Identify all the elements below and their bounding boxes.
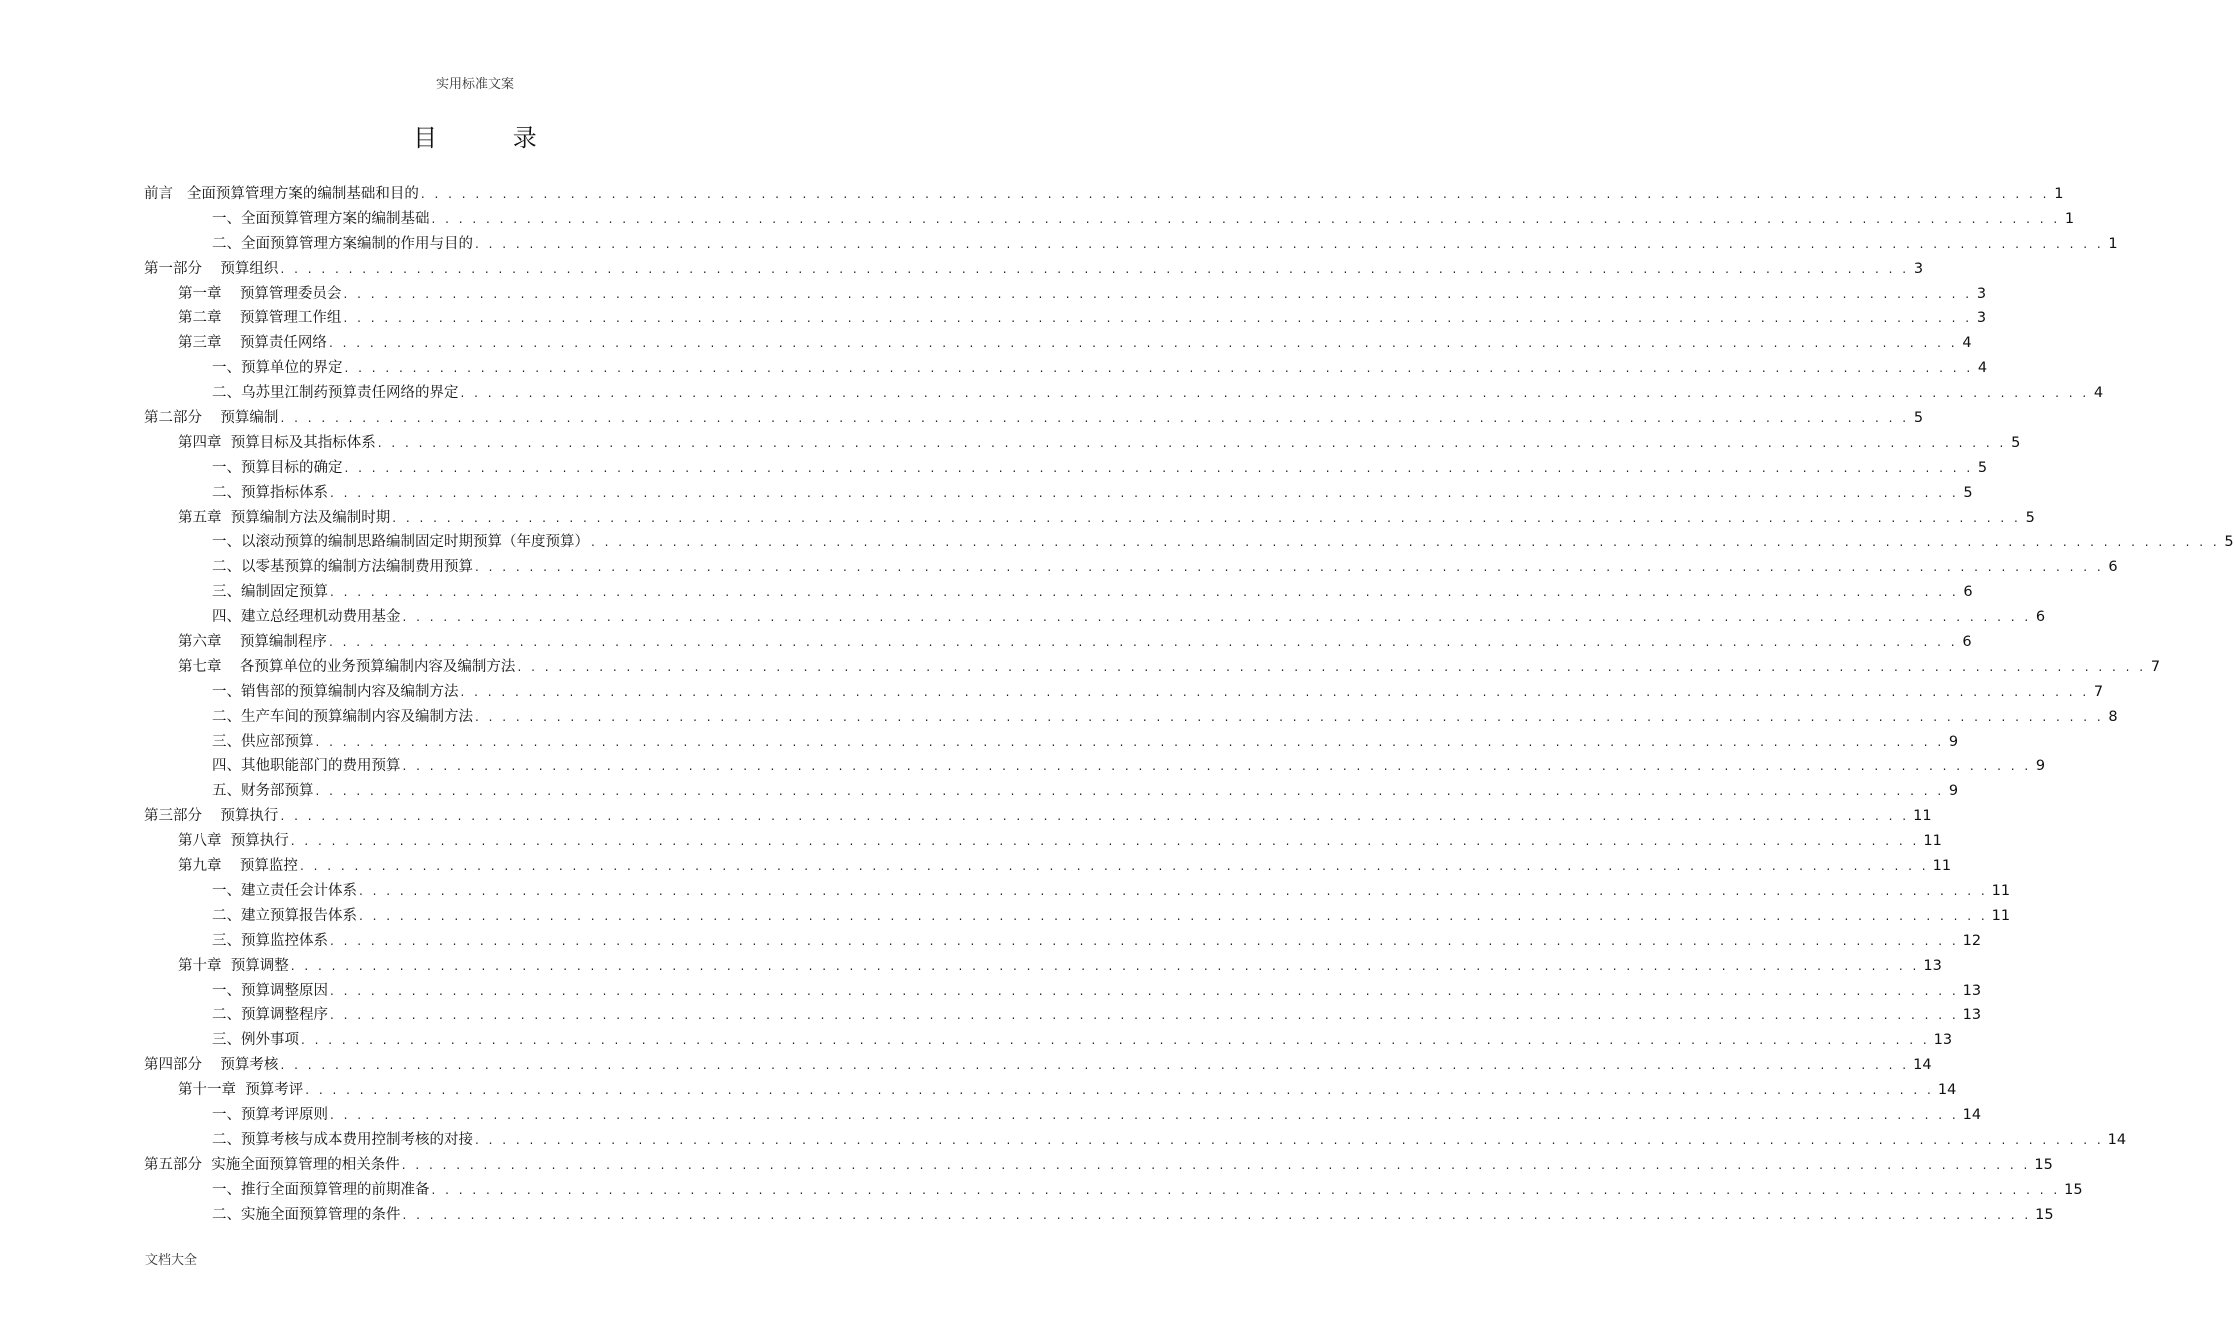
toc-dot-leader: . . . . . . . . . . . . . . . . . . . . . . . . . . . . . . . . . . . . . . . . . . . . . . . . . . . . . . . . . . . . . . . . . . . . . . . . . . . . . . . . . . . . . . . . . . . . . . . . . . . . . . . . . . . . . . . . . . . . . . . . (343, 286, 1973, 301)
toc-dot-leader: . . . . . . . . . . . . . . . . . . . . . . . . . . . . . . . . . . . . . . . . . . . . . . . . . . . . . . . . . . . . . . . . . . . . . . . . . . . . . . . . . . . . . . . . . . . . . . . . . . . . . . . . . . . . . . . . . . . . . . . . (301, 1033, 1930, 1048)
toc-entry[interactable] (0, 1078, 1957, 1103)
toc-entry-page-number: 6 (2108, 559, 2118, 576)
toc-dot-leader: . . . . . . . . . . . . . . . . . . . . . . . . . . . . . . . . . . . . . . . . . . . . . . . . . . . . . . . . . . . . . . . . . . . . . . . . . . . . . . . . . . . . . . . . . . . . . . . . . . . . . . . . . . . . . . . . . . . . . . . . (591, 535, 2220, 550)
toc-entry[interactable] (0, 381, 2104, 406)
toc-entry[interactable] (0, 904, 2011, 929)
toc-entry-label: 二、全面预算管理方案编制的作用与目的 (212, 235, 473, 252)
toc-entry[interactable] (0, 1003, 1982, 1028)
toc-entry[interactable] (0, 1128, 2127, 1153)
toc-entry-page-number: 11 (1932, 858, 1952, 875)
toc-entry[interactable] (0, 530, 2234, 555)
toc-entry-page-number: 5 (2011, 434, 2021, 451)
toc-entry-label: 二、预算考核与成本费用控制考核的对接 (212, 1131, 473, 1148)
toc-entry-label: 二、预算调整程序 (212, 1007, 328, 1024)
toc-entry-label: 一、销售部的预算编制内容及编制方法 (212, 683, 459, 700)
toc-dot-leader: . . . . . . . . . . . . . . . . . . . . . . . . . . . . . . . . . . . . . . . . . . . . . . . . . . . . . . . . . . . . . . . . . . . . . . . . . . . . . . . . . . . . . . . . . . . . . . . . . . . . . . . . . . . . . . . . . . . . . . . . (290, 958, 1920, 973)
toc-entry-page-number: 3 (1976, 310, 1987, 327)
toc-dot-leader: . . . . . . . . . . . . . . . . . . . . . . . . . . . . . . . . . . . . . . . . . . . . . . . . . . . . . . . . . . . . . . . . . . . . . . . . . . . . . . . . . . . . . . . . . . . . . . . . . . . . . . . . . . . . . . . . . . . . . . . . (344, 460, 1974, 475)
toc-entry[interactable] (0, 979, 1982, 1004)
toc-entry-page-number: 15 (2035, 1206, 2054, 1223)
toc-entry-page-number: 12 (1962, 932, 1982, 949)
toc-entry[interactable] (0, 1053, 1932, 1078)
toc-entry-label: 一、推行全面预算管理的前期准备 (212, 1181, 430, 1198)
toc-dot-leader: . . . . . . . . . . . . . . . . . . . . . . . . . . . . . . . . . . . . . . . . . . . . . . . . . . . . . . . . . . . . . . . . . . . . . . . . . . . . . . . . . . . . . . . . . . . . . . . . . . . . . . . . . . . . . . . . . . . . . . . . (401, 1157, 2031, 1172)
toc-entry-label: 第二部分 预算编制 (144, 410, 279, 427)
toc-entry-label: 二、生产车间的预算编制内容及编制方法 (212, 708, 473, 725)
toc-entry-label: 第七章 各预算单位的业务预算编制内容及编制方法 (178, 658, 516, 675)
running-header: 实用标准文案 (435, 77, 514, 92)
toc-entry-label: 二、预算指标体系 (212, 484, 328, 501)
toc-dot-leader: . . . . . . . . . . . . . . . . . . . . . . . . . . . . . . . . . . . . . . . . . . . . . . . . . . . . . . . . . . . . . . . . . . . . . . . . . . . . . . . . . . . . . . . . . . . . . . . . . . . . . . . . . . . . . . . . . . . . . . . . (402, 1207, 2032, 1222)
toc-entry-label: 一、预算单位的界定 (212, 360, 343, 377)
toc-entry-label: 第十章 预算调整 (178, 957, 289, 974)
toc-dot-leader: . . . . . . . . . . . . . . . . . . . . . . . . . . . . . . . . . . . . . . . . . . . . . . . . . . . . . . . . . . . . . . . . . . . . . . . . . . . . . . . . . . . . . . . . . . . . . . . . . . . . . . . . . . . . . . . . . . . . . . . . (377, 435, 2007, 450)
toc-entry-label: 二、建立预算报告体系 (212, 907, 357, 924)
toc-dot-leader: . . . . . . . . . . . . . . . . . . . . . . . . . . . . . . . . . . . . . . . . . . . . . . . . . . . . . . . . . . . . . . . . . . . . . . . . . . . . . . . . . . . . . . . . . . . . . . . . . . . . . . . . . . . . . . . . . . . . . . . . (402, 610, 2032, 625)
toc-entry-page-number: 5 (1963, 484, 1973, 501)
toc-entry[interactable] (0, 804, 1932, 829)
toc-dot-leader: . . . . . . . . . . . . . . . . . . . . . . . . . . . . . . . . . . . . . . . . . . . . . . . . . . . . . . . . . . . . . . . . . . . . . . . . . . . . . . . . . . . . . . . . . . . . . . . . . . . . . . . . . . . . . . . . . . . . . . . . (359, 883, 1988, 898)
toc-dot-leader: . . . . . . . . . . . . . . . . . . . . . . . . . . . . . . . . . . . . . . . . . . . . . . . . . . . . . . . . . . . . . . . . . . . . . . . . . . . . . . . . . . . . . . . . . . . . . . . . . . . . . . . . . . . . . . . . . . . . . . . . (280, 261, 1910, 276)
toc-entry-label: 第一章 预算管理委员会 (178, 285, 342, 302)
toc-dot-leader: . . . . . . . . . . . . . . . . . . . . . . . . . . . . . . . . . . . . . . . . . . . . . . . . . . . . . . . . . . . . . . . . . . . . . . . . . . . . . . . . . . . . . . . . . . . . . . . . . . . . . . . . . . . . . . . . . . . . . . . . (330, 1107, 1959, 1122)
toc-entry-page-number: 1 (2054, 186, 2064, 202)
toc-dot-leader: . . . . . . . . . . . . . . . . . . . . . . . . . . . . . . . . . . . . . . . . . . . . . . . . . . . . . . . . . . . . . . . . . . . . . . . . . . . . . . . . . . . . . . . . . . . . . . . . . . . . . . . . . . . . . . . . . . . . . . . . (460, 386, 2090, 401)
toc-dot-leader: . . . . . . . . . . . . . . . . . . . . . . . . . . . . . . . . . . . . . . . . . . . . . . . . . . . . . . . . . . . . . . . . . . . . . . . . . . . . . . . . . . . . . . . . . . . . . . . . . . . . . . . . . . . . . . . . . . . . . . . . (460, 684, 2090, 699)
toc-entry-page-number: 7 (2150, 658, 2161, 675)
toc-entry-page-number: 3 (1976, 285, 1987, 302)
toc-entry-label: 第九章 预算监控 (178, 858, 298, 875)
toc-dot-leader: . . . . . . . . . . . . . . . . . . . . . . . . . . . . . . . . . . . . . . . . . . . . . . . . . . . . . . . . . . . . . . . . . . . . . . . . . . . . . . . . . . . . . . . . . . . . . . . . . . . . . . . . . . . . . . . . . . . . . . . . (330, 933, 1959, 948)
toc-entry[interactable] (0, 406, 1924, 431)
toc-dot-leader: . . . . . . . . . . . . . . . . . . . . . . . . . . . . . . . . . . . . . . . . . . . . . . . . . . . . . . . . . . . . . . . . . . . . . . . . . . . . . . . . . . . . . . . . . . . . . . . . . . . . . . . . . . . . . . . . . . . . . . . . (280, 809, 1910, 824)
toc-dot-leader: . . . . . . . . . . . . . . . . . . . . . . . . . . . . . . . . . . . . . . . . . . . . . . . . . . . . . . . . . . . . . . . . . . . . . . . . . . . . . . . . . . . . . . . . . . . . . . . . . . . . . . . . . . . . . . . . . . . . . . . . (343, 311, 1973, 326)
toc-entry-label: 四、建立总经理机动费用基金 (212, 609, 401, 626)
toc-dot-leader: . . . . . . . . . . . . . . . . . . . . . . . . . . . . . . . . . . . . . . . . . . . . . . . . . . . . . . . . . . . . . . . . . . . . . . . . . . . . . . . . . . . . . . . . . . . . . . . . . . . . . . . . . . . . . . . . . . . . . . . . (328, 635, 1958, 650)
toc-entry-page-number: 5 (2224, 534, 2234, 551)
toc-entry[interactable] (0, 555, 2118, 580)
toc-entry-page-number: 1 (2108, 235, 2118, 252)
toc-dot-leader: . . . . . . . . . . . . . . . . . . . . . . . . . . . . . . . . . . . . . . . . . . . . . . . . . . . . . . . . . . . . . . . . . . . . . . . . . . . . . . . . . . . . . . . . . . . . . . . . . . . . . . . . . . . . . . . . . . . . . . . . (330, 585, 1959, 600)
toc-entry-label: 一、预算目标的确定 (212, 459, 343, 476)
toc-dot-leader: . . . . . . . . . . . . . . . . . . . . . . . . . . . . . . . . . . . . . . . . . . . . . . . . . . . . . . . . . . . . . . . . . . . . . . . . . . . . . . . . . . . . . . . . . . . . . . . . . . . . . . . . . . . . . . . . . . . . . . . . (344, 361, 1974, 376)
toc-entry[interactable] (0, 356, 1988, 381)
toc-entry-page-number: 14 (2107, 1131, 2127, 1148)
toc-entry-page-number: 5 (1977, 459, 1988, 476)
toc-entry[interactable] (0, 1178, 2083, 1203)
page-title: 目 录 (413, 124, 571, 152)
toc-entry[interactable] (0, 680, 2104, 705)
toc-entry-label: 五、财务部预算 (212, 783, 314, 800)
toc-entry[interactable] (0, 1153, 2053, 1178)
toc-entry[interactable] (0, 929, 1982, 954)
toc-entry-page-number: 9 (2035, 758, 2046, 775)
toc-entry-page-number: 13 (1962, 982, 1982, 999)
toc-entry-label: 二、实施全面预算管理的条件 (212, 1206, 401, 1223)
toc-entry-label: 第五章 预算编制方法及编制时期 (178, 509, 391, 526)
toc-entry[interactable] (0, 630, 1972, 655)
toc-entry-page-number: 6 (1963, 584, 1973, 601)
toc-entry-page-number: 6 (1962, 634, 1972, 651)
toc-entry-page-number: 13 (1933, 1032, 1953, 1049)
toc-entry[interactable] (0, 754, 2046, 779)
toc-dot-leader: . . . . . . . . . . . . . . . . . . . . . . . . . . . . . . . . . . . . . . . . . . . . . . . . . . . . . . . . . . . . . . . . . . . . . . . . . . . . . . . . . . . . . . . . . . . . . . . . . . . . . . . . . . . . . . . . . . . . . . . . (330, 485, 1959, 500)
toc-entry-label: 一、建立责任会计体系 (212, 882, 357, 899)
toc-entry[interactable] (0, 306, 1987, 331)
toc-dot-leader: . . . . . . . . . . . . . . . . . . . . . . . . . . . . . . . . . . . . . . . . . . . . . . . . . . . . . . . . . . . . . . . . . . . . . . . . . . . . . . . . . . . . . . . . . . . . . . . . . . . . . . . . . . . . . . . . . . . . . . . . (330, 983, 1959, 998)
toc-dot-leader: . . . . . . . . . . . . . . . . . . . . . . . . . . . . . . . . . . . . . . . . . . . . . . . . . . . . . . . . . . . . . . . . . . . . . . . . . . . . . . . . . . . . . . . . . . . . . . . . . . . . . . . . . . . . . . . . . . . . . . . . (392, 510, 2021, 525)
toc-dot-leader: . . . . . . . . . . . . . . . . . . . . . . . . . . . . . . . . . . . . . . . . . . . . . . . . . . . . . . . . . . . . . . . . . . . . . . . . . . . . . . . . . . . . . . . . . . . . . . . . . . . . . . . . . . . . . . . . . . . . . . . . (475, 236, 2104, 251)
toc-entry[interactable] (0, 456, 1988, 481)
toc-entry[interactable] (0, 705, 2118, 730)
toc-entry-page-number: 11 (1923, 833, 1942, 850)
toc-entry-page-number: 11 (1913, 808, 1932, 825)
toc-entry-label: 第三部分 预算执行 (144, 808, 279, 825)
toc-entry[interactable] (0, 954, 1942, 979)
toc-entry-label: 第四章 预算目标及其指标体系 (178, 434, 376, 451)
toc-dot-leader: . . . . . . . . . . . . . . . . . . . . . . . . . . . . . . . . . . . . . . . . . . . . . . . . . . . . . . . . . . . . . . . . . . . . . . . . . . . . . . . . . . . . . . . . . . . . . . . . . . . . . . . . . . . . . . . . . . . . . . . . (359, 908, 1988, 923)
toc-entry-label: 第一部分 预算组织 (144, 260, 279, 277)
toc-entry-label: 第十一章 预算考评 (178, 1082, 304, 1099)
toc-entry-page-number: 13 (1923, 957, 1942, 974)
toc-entry-page-number: 15 (2064, 1181, 2083, 1198)
toc-entry-label: 二、以零基预算的编制方法编制费用预算 (212, 559, 473, 576)
toc-entry-label: 一、预算调整原因 (212, 982, 328, 999)
toc-entry[interactable] (0, 829, 1942, 854)
toc-dot-leader: . . . . . . . . . . . . . . . . . . . . . . . . . . . . . . . . . . . . . . . . . . . . . . . . . . . . . . . . . . . . . . . . . . . . . . . . . . . . . . . . . . . . . . . . . . . . . . . . . . . . . . . . . . . . . . . . . . . . . . . . (280, 411, 1910, 426)
toc-entry[interactable] (0, 1028, 1953, 1053)
toc-entry-label: 三、例外事项 (212, 1032, 299, 1049)
toc-entry-page-number: 11 (1991, 882, 2011, 899)
toc-dot-leader: . . . . . . . . . . . . . . . . . . . . . . . . . . . . . . . . . . . . . . . . . . . . . . . . . . . . . . . . . . . . . . . . . . . . . . . . . . . . . . . . . . . . . . . . . . . . . . . . . . . . . . . . . . . . . . . . . . . . . . . . (431, 211, 2061, 226)
toc-entry-page-number: 11 (1991, 907, 2011, 924)
toc-dot-leader: . . . . . . . . . . . . . . . . . . . . . . . . . . . . . . . . . . . . . . . . . . . . . . . . . . . . . . . . . . . . . . . . . . . . . . . . . . . . . . . . . . . . . . . . . . . . . . . . . . . . . . . . . . . . . . . . . . . . . . . . (305, 1083, 1934, 1098)
toc-dot-leader: . . . . . . . . . . . . . . . . . . . . . . . . . . . . . . . . . . . . . . . . . . . . . . . . . . . . . . . . . . . . . . . . . . . . . . . . . . . . . . . . . . . . . . . . . . . . . . . . . . . . . . . . . . . . . . . . . . . . . . . . (280, 1058, 1910, 1073)
toc-dot-leader: . . . . . . . . . . . . . . . . . . . . . . . . . . . . . . . . . . . . . . . . . . . . . . . . . . . . . . . . . . . . . . . . . . . . . . . . . . . . . . . . . . . . . . . . . . . . . . . . . . . . . . . . . . . . . . . . . . . . . . . . (330, 1008, 1959, 1023)
toc-entry-label: 四、其他职能部门的费用预算 (212, 758, 401, 775)
toc-entry-page-number: 3 (1913, 260, 1924, 277)
table-of-contents (0, 182, 2234, 1227)
toc-entry-label: 二、乌苏里江制药预算责任网络的界定 (212, 385, 459, 402)
toc-dot-leader: . . . . . . . . . . . . . . . . . . . . . . . . . . . . . . . . . . . . . . . . . . . . . . . . . . . . . . . . . . . . . . . . . . . . . . . . . . . . . . . . . . . . . . . . . . . . . . . . . . . . . . . . . . . . . . . . . . . . . . . . (420, 187, 2050, 201)
toc-dot-leader: . . . . . . . . . . . . . . . . . . . . . . . . . . . . . . . . . . . . . . . . . . . . . . . . . . . . . . . . . . . . . . . . . . . . . . . . . . . . . . . . . . . . . . . . . . . . . . . . . . . . . . . . . . . . . . . . . . . . . . . . (315, 784, 1945, 799)
toc-entry[interactable] (0, 1103, 1982, 1128)
toc-entry-page-number: 8 (2108, 708, 2118, 725)
toc-entry[interactable] (0, 207, 2075, 232)
toc-entry[interactable] (0, 605, 2046, 630)
toc-entry-label: 第二章 预算管理工作组 (178, 310, 342, 327)
toc-entry[interactable] (0, 730, 1959, 755)
toc-entry-page-number: 1 (2064, 210, 2075, 227)
toc-entry-label: 一、以滚动预算的编制思路编制固定时期预算（年度预算） (212, 534, 589, 551)
toc-entry-label: 第三章 预算责任网络 (178, 335, 327, 352)
toc-entry-page-number: 4 (1962, 335, 1972, 352)
toc-entry-label: 第六章 预算编制程序 (178, 634, 327, 651)
toc-entry[interactable] (0, 879, 2011, 904)
toc-entry-page-number: 14 (1937, 1082, 1957, 1099)
toc-dot-leader: . . . . . . . . . . . . . . . . . . . . . . . . . . . . . . . . . . . . . . . . . . . . . . . . . . . . . . . . . . . . . . . . . . . . . . . . . . . . . . . . . . . . . . . . . . . . . . . . . . . . . . . . . . . . . . . . . . . . . . . . (475, 709, 2104, 724)
toc-entry-label: 一、全面预算管理方案的编制基础 (212, 210, 430, 227)
toc-entry-page-number: 7 (2093, 683, 2104, 700)
toc-entry-label: 第五部分 实施全面预算管理的相关条件 (144, 1156, 400, 1173)
toc-entry[interactable] (0, 506, 2035, 531)
toc-entry[interactable] (0, 655, 2161, 680)
toc-entry[interactable] (0, 331, 1972, 356)
toc-dot-leader: . . . . . . . . . . . . . . . . . . . . . . . . . . . . . . . . . . . . . . . . . . . . . . . . . . . . . . . . . . . . . . . . . . . . . . . . . . . . . . . . . . . . . . . . . . . . . . . . . . . . . . . . . . . . . . . . . . . . . . . . (431, 1182, 2061, 1197)
toc-entry-label: 前言 全面预算管理方案的编制基础和目的 (144, 186, 419, 202)
toc-entry[interactable] (0, 182, 2064, 207)
toc-entry[interactable] (0, 580, 1973, 605)
toc-dot-leader: . . . . . . . . . . . . . . . . . . . . . . . . . . . . . . . . . . . . . . . . . . . . . . . . . . . . . . . . . . . . . . . . . . . . . . . . . . . . . . . . . . . . . . . . . . . . . . . . . . . . . . . . . . . . . . . . . . . . . . . . (299, 859, 1929, 874)
toc-entry-label: 三、供应部预算 (212, 733, 314, 750)
toc-entry-page-number: 9 (1948, 733, 1959, 750)
toc-dot-leader: . . . . . . . . . . . . . . . . . . . . . . . . . . . . . . . . . . . . . . . . . . . . . . . . . . . . . . . . . . . . . . . . . . . . . . . . . . . . . . . . . . . . . . . . . . . . . . . . . . . . . . . . . . . . . . . . . . . . . . . . (290, 834, 1920, 849)
toc-entry-page-number: 9 (1948, 783, 1959, 800)
toc-entry[interactable] (0, 282, 1987, 307)
toc-entry-label: 一、预算考评原则 (212, 1106, 328, 1123)
toc-entry-page-number: 14 (1962, 1106, 1982, 1123)
toc-entry[interactable] (0, 232, 2118, 257)
toc-entry-page-number: 5 (1913, 410, 1924, 427)
toc-dot-leader: . . . . . . . . . . . . . . . . . . . . . . . . . . . . . . . . . . . . . . . . . . . . . . . . . . . . . . . . . . . . . . . . . . . . . . . . . . . . . . . . . . . . . . . . . . . . . . . . . . . . . . . . . . . . . . . . . . . . . . . . (315, 734, 1945, 749)
toc-entry-page-number: 13 (1962, 1007, 1982, 1024)
toc-entry-page-number: 6 (2035, 609, 2046, 626)
toc-dot-leader: . . . . . . . . . . . . . . . . . . . . . . . . . . . . . . . . . . . . . . . . . . . . . . . . . . . . . . . . . . . . . . . . . . . . . . . . . . . . . . . . . . . . . . . . . . . . . . . . . . . . . . . . . . . . . . . . . . . . . . . . (475, 560, 2104, 575)
toc-entry[interactable] (0, 1203, 2054, 1228)
running-footer: 文档大全 (145, 1253, 198, 1268)
toc-entry-label: 第四部分 预算考核 (144, 1057, 279, 1074)
toc-entry-page-number: 4 (2093, 385, 2104, 402)
toc-entry-page-number: 15 (2034, 1156, 2053, 1173)
toc-entry[interactable] (0, 257, 1924, 282)
toc-entry-label: 三、预算监控体系 (212, 932, 328, 949)
toc-entry-label: 第八章 预算执行 (178, 833, 289, 850)
toc-dot-leader: . . . . . . . . . . . . . . . . . . . . . . . . . . . . . . . . . . . . . . . . . . . . . . . . . . . . . . . . . . . . . . . . . . . . . . . . . . . . . . . . . . . . . . . . . . . . . . . . . . . . . . . . . . . . . . . . . . . . . . . . (475, 1132, 2104, 1147)
toc-dot-leader: . . . . . . . . . . . . . . . . . . . . . . . . . . . . . . . . . . . . . . . . . . . . . . . . . . . . . . . . . . . . . . . . . . . . . . . . . . . . . . . . . . . . . . . . . . . . . . . . . . . . . . . . . . . . . . . . . . . . . . . . (517, 659, 2147, 674)
toc-entry[interactable] (0, 431, 2021, 456)
toc-entry[interactable] (0, 779, 1959, 804)
toc-entry[interactable] (0, 854, 1952, 879)
toc-entry-label: 三、编制固定预算 (212, 584, 328, 601)
toc-entry-page-number: 14 (1913, 1057, 1932, 1074)
toc-dot-leader: . . . . . . . . . . . . . . . . . . . . . . . . . . . . . . . . . . . . . . . . . . . . . . . . . . . . . . . . . . . . . . . . . . . . . . . . . . . . . . . . . . . . . . . . . . . . . . . . . . . . . . . . . . . . . . . . . . . . . . . . (328, 336, 1958, 351)
toc-entry-page-number: 4 (1977, 360, 1988, 377)
toc-entry[interactable] (0, 481, 1973, 506)
toc-entry-page-number: 5 (2025, 509, 2035, 526)
toc-dot-leader: . . . . . . . . . . . . . . . . . . . . . . . . . . . . . . . . . . . . . . . . . . . . . . . . . . . . . . . . . . . . . . . . . . . . . . . . . . . . . . . . . . . . . . . . . . . . . . . . . . . . . . . . . . . . . . . . . . . . . . . . (402, 759, 2032, 774)
